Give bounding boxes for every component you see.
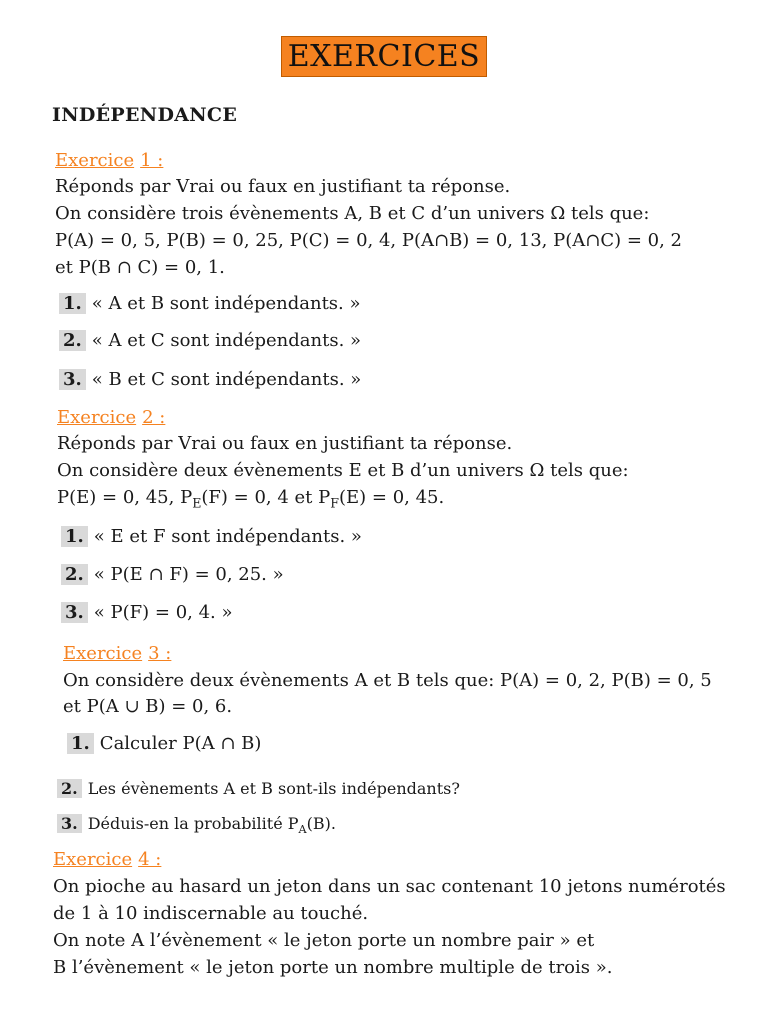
- item-number: 2.: [59, 330, 86, 351]
- exercise-4-label: Exercice: [53, 849, 133, 870]
- exercise-3-number: 3 :: [148, 643, 172, 664]
- exercise-1-item-2: [59, 330, 361, 351]
- item-number: 2.: [57, 779, 82, 798]
- exercise-2-heading: [57, 407, 165, 428]
- item-text: « A et C sont indépendants. »: [91, 330, 362, 351]
- item-number: 2.: [61, 564, 88, 585]
- item-text: « P(E ∩ F) = 0, 25. »: [93, 564, 284, 585]
- exercise-3-item-1: [67, 733, 261, 754]
- item-number: 3.: [57, 814, 82, 833]
- item-number: 3.: [61, 602, 88, 623]
- item-text: Calculer P(A ∩ B): [99, 733, 262, 754]
- exercise-4-heading: [53, 849, 161, 870]
- item-number: 1.: [59, 293, 86, 314]
- exercise-2-line-1: Réponds par Vrai ou faux en justifiant ta réponse.: [57, 433, 513, 454]
- exercise-3-line-2: et P(A ∪ B) = 0, 6.: [63, 696, 233, 717]
- exercise-2-label: Exercice: [57, 407, 137, 428]
- exercise-4-number: 4 :: [138, 849, 162, 870]
- exercise-1-heading: [55, 150, 163, 171]
- exercise-1-item-1: [59, 293, 361, 314]
- exercise-3-heading: [63, 643, 171, 664]
- title-wrap: [0, 36, 768, 77]
- exercise-1-item-3: [59, 369, 361, 390]
- exercise-1-number: 1 :: [140, 150, 164, 171]
- exercise-2-number: 2 :: [142, 407, 166, 428]
- exercise-1-line-3: P(A) = 0, 5, P(B) = 0, 25, P(C) = 0, 4, P(A∩B) = 0, 13, P(A∩C) = 0, 2: [55, 230, 682, 251]
- exercise-1-line-4: et P(B ∩ C) = 0, 1.: [55, 257, 225, 278]
- item-text: « P(F) = 0, 4. »: [93, 602, 233, 623]
- exercise-2-item-1: [61, 526, 362, 547]
- page-title: EXERCICES: [281, 36, 487, 77]
- exercise-1-line-1: Réponds par Vrai ou faux en justifiant ta réponse.: [55, 176, 511, 197]
- section-heading: INDÉPENDANCE: [52, 104, 238, 126]
- exercise-2-line-2: On considère deux évènements E et B d’un univers Ω tels que:: [57, 460, 629, 481]
- item-number: 1.: [67, 733, 94, 754]
- exercise-3-item-3: [57, 814, 336, 836]
- exercise-4-line-2: de 1 à 10 indiscernable au touché.: [53, 903, 369, 924]
- item-text: Déduis-en la probabilité $P_A(B)$.: [87, 814, 336, 837]
- exercise-4-line-3: On note A l’évènement « le jeton porte un nombre pair » et: [53, 930, 595, 951]
- item-number: 3.: [59, 369, 86, 390]
- item-text: « E et F sont indépendants. »: [93, 526, 362, 547]
- exercise-3-item-2: [57, 779, 460, 798]
- item-number: 1.: [61, 526, 88, 547]
- exercise-2-item-2: [61, 564, 284, 585]
- exercise-3-line-1: On considère deux évènements A et B tels que: P(A) = 0, 2, P(B) = 0, 5: [63, 670, 712, 691]
- exercise-4-line-4: B l’évènement « le jeton porte un nombre multiple de trois ».: [53, 957, 613, 978]
- exercise-3-label: Exercice: [63, 643, 143, 664]
- exercise-1-line-2: On considère trois évènements A, B et C d’un univers Ω tels que:: [55, 203, 650, 224]
- item-text: Les évènements A et B sont-ils indépendants?: [87, 779, 460, 798]
- exercise-2-line-3: P(E) = 0, 45, $P_E(F) = 0$, 4 et $P_F(E) = 0$, 45.: [57, 487, 445, 511]
- item-text: « A et B sont indépendants. »: [91, 293, 361, 314]
- exercise-1-label: Exercice: [55, 150, 135, 171]
- item-text: « B et C sont indépendants. »: [91, 369, 362, 390]
- exercise-2-item-3: [61, 602, 233, 623]
- exercise-4-line-1: On pioche au hasard un jeton dans un sac contenant 10 jetons numérotés: [53, 876, 726, 897]
